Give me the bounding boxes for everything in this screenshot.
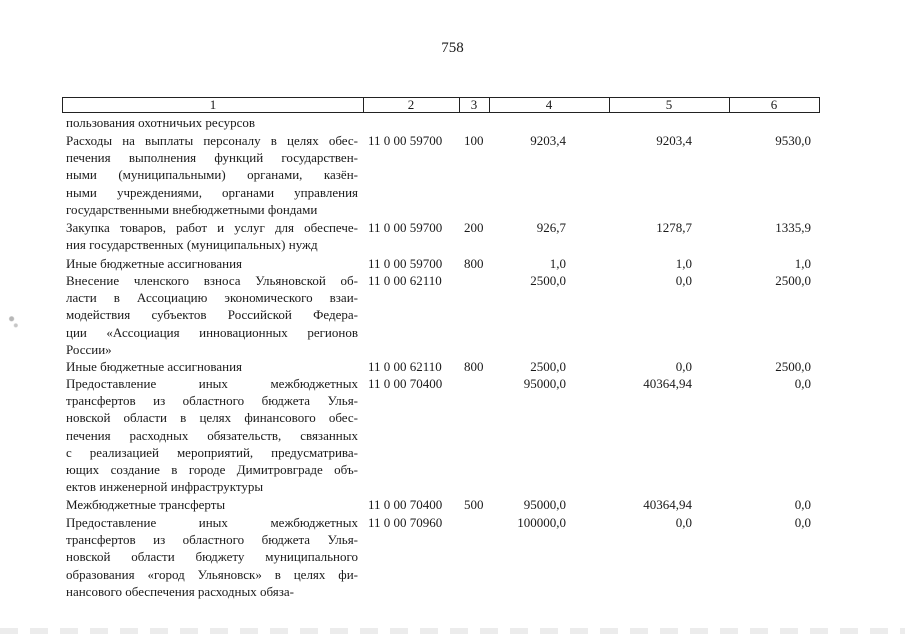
row-description xyxy=(66,358,358,375)
row-amount-col-4: 926,7 xyxy=(536,220,566,235)
description-line: Предоставление иных межбюджетных xyxy=(66,376,358,391)
description-line: ными учреждениями, органами управления xyxy=(66,184,358,200)
row-amount-col-6: 2500,0 xyxy=(775,273,811,288)
page-number: 758 xyxy=(441,40,464,56)
row-amount-col-5: 40364,94 xyxy=(643,497,692,512)
row-description xyxy=(66,514,358,600)
row-amount-col-4: 100000,0 xyxy=(517,515,566,530)
row-amount-col-4: 95000,0 xyxy=(523,376,566,391)
row-amount-col-5: 0,0 xyxy=(675,273,692,288)
row-code: 11 0 00 59700 xyxy=(368,133,443,148)
description-line: образования «город Ульяновск» в целях фи- xyxy=(66,566,358,582)
row-amount-col-6: 9530,0 xyxy=(775,133,811,148)
row-code: 11 0 00 62110 xyxy=(368,273,442,288)
scan-smudge xyxy=(6,310,20,332)
description-line: Расходы на выплаты персоналу в целях обес- xyxy=(66,133,358,148)
row-description xyxy=(66,496,358,513)
description-line: Предоставление иных межбюджетных xyxy=(66,515,358,530)
description-line: трансфертов из областного бюджета Улья- xyxy=(66,532,358,548)
description-line: государственными внебюджетными фондами xyxy=(66,201,318,217)
row-amount-col-5: 1,0 xyxy=(675,256,692,271)
row-amount-col-6: 0,0 xyxy=(794,497,811,512)
description-line: новской области бюджету муниципального xyxy=(66,549,358,565)
row-amount-col-4: 1,0 xyxy=(549,256,566,271)
row-amount-col-5: 40364,94 xyxy=(643,376,692,391)
description-line: ния государственных (муниципальных) нужд xyxy=(66,237,318,253)
row-amount-col-6: 0,0 xyxy=(794,376,811,391)
description-line: трансфертов из областного бюджета Улья- xyxy=(66,393,358,409)
description-line: нансового обеспечения расходных обяза- xyxy=(66,583,294,599)
description-line: России» xyxy=(66,341,112,357)
description-line: печения расходных обязательств, связанных xyxy=(66,427,358,443)
row-code: 11 0 00 62110 xyxy=(368,359,442,374)
row-description xyxy=(66,272,358,358)
header-col-5: 5 xyxy=(665,97,673,112)
description-line: модействия субъектов Российской Федера- xyxy=(66,307,358,323)
row-description xyxy=(66,132,358,218)
header-col-4: 4 xyxy=(545,97,553,112)
row-description xyxy=(66,375,358,495)
row-amount-col-4: 9203,4 xyxy=(530,133,566,148)
header-col-3: 3 xyxy=(470,97,478,112)
row-code: 11 0 00 59700 xyxy=(368,220,443,235)
row-expense-type: 100 xyxy=(464,133,484,148)
description-line: пользования охотничьих ресурсов xyxy=(66,115,256,130)
description-line: ектов инженерной инфраструктуры xyxy=(66,479,264,495)
description-line: ными (муниципальными) органами, казён- xyxy=(66,167,358,183)
row-amount-col-6: 1,0 xyxy=(794,256,811,271)
description-line: ции «Ассоциация инновационных регионов xyxy=(66,324,358,340)
row-amount-col-5: 1278,7 xyxy=(656,220,692,235)
row-code: 11 0 00 70960 xyxy=(368,515,443,530)
description-line: Закупка товаров, работ и услуг для обеспече- xyxy=(66,220,358,235)
row-amount-col-5: 9203,4 xyxy=(656,133,692,148)
row-amount-col-6: 2500,0 xyxy=(775,359,811,374)
row-description xyxy=(66,255,358,272)
row-amount-col-6: 1335,9 xyxy=(775,220,811,235)
row-amount-col-6: 0,0 xyxy=(794,515,811,530)
row-description xyxy=(66,114,358,131)
description-line: Иные бюджетные ассигнования xyxy=(66,256,243,271)
header-col-6: 6 xyxy=(770,97,778,112)
description-line: с реализацией мероприятий, предусматрива- xyxy=(66,444,358,460)
description-line: Иные бюджетные ассигнования xyxy=(66,359,243,374)
row-expense-type: 800 xyxy=(464,359,484,374)
description-line: ющих создание в городе Димитровграде объ- xyxy=(66,461,358,477)
description-line: Внесение членского взноса Ульяновской об- xyxy=(66,273,358,288)
row-code: 11 0 00 70400 xyxy=(368,376,443,391)
row-amount-col-4: 2500,0 xyxy=(530,273,566,288)
description-line: ласти в Ассоциацию экономического взаи- xyxy=(66,290,358,306)
scan-bottom-artifacts xyxy=(0,628,905,634)
row-code: 11 0 00 59700 xyxy=(368,256,443,271)
row-expense-type: 800 xyxy=(464,256,484,271)
row-description xyxy=(66,219,358,253)
row-code: 11 0 00 70400 xyxy=(368,497,443,512)
row-amount-col-4: 2500,0 xyxy=(530,359,566,374)
row-amount-col-5: 0,0 xyxy=(675,515,692,530)
description-line: новской области в целях финансового обес- xyxy=(66,410,358,426)
header-col-2: 2 xyxy=(407,97,415,112)
row-expense-type: 200 xyxy=(464,220,484,235)
description-line: печения выполнения функций государствен- xyxy=(66,150,358,166)
table-header xyxy=(62,97,820,113)
description-line: Межбюджетные трансферты xyxy=(66,497,226,512)
row-amount-col-5: 0,0 xyxy=(675,359,692,374)
row-amount-col-4: 95000,0 xyxy=(523,497,566,512)
header-col-1: 1 xyxy=(209,97,217,112)
row-expense-type: 500 xyxy=(464,497,484,512)
